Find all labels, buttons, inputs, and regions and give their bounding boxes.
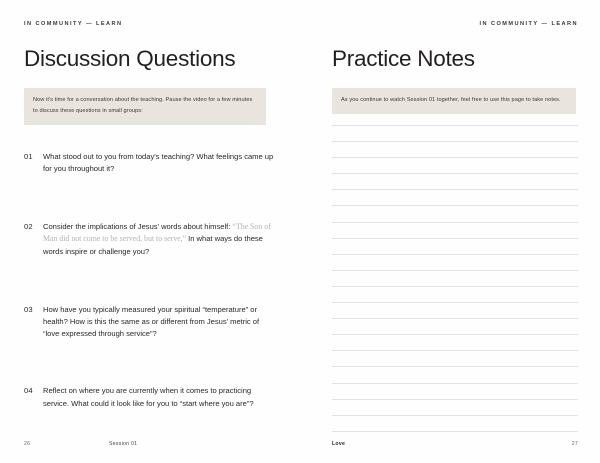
eyebrow-label-left: IN COMMUNITY — LEARN [24,21,123,27]
page-footer-right [300,439,600,449]
note-line[interactable] [332,350,578,351]
page-title-practice-notes: Practice Notes [332,45,475,71]
question-text-before: Reflect on where you are currently when it comes to practicing service. What could it look like for you to “start where you are”? [43,386,254,408]
note-line[interactable] [332,399,578,400]
callout-box-right [332,88,576,114]
note-line[interactable] [332,222,578,223]
question-text-before: What stood out to you from today's teaching? What feelings came up for you throughout it? [43,152,274,174]
note-line[interactable] [332,366,578,367]
note-ruled-lines[interactable] [332,125,578,447]
question-item [24,304,276,341]
question-text [43,221,276,259]
eyebrow-label-right: IN COMMUNITY — LEARN [479,21,578,27]
note-line[interactable] [332,141,578,142]
callout-text-right: As you continue to watch Session 01 together, feel free to use this page to take notes. [341,97,561,104]
question-number: 04 [24,386,33,396]
callout-text-left: Now it's time for a conversation about the teaching. Pause the video for a few minutes to discuss these questions in small groups: [33,97,253,115]
question-item [24,151,276,176]
note-line[interactable] [332,173,578,174]
question-list [24,151,276,410]
question-item [24,221,276,259]
question-item [24,385,276,410]
note-line[interactable] [332,286,578,287]
page-title-discussion-questions: Discussion Questions [24,45,236,71]
running-head-right: Love [332,441,346,447]
question-text [43,304,276,341]
question-text [43,385,276,410]
note-line[interactable] [332,415,578,416]
question-text-before: How have you typically measured your spiritual “temperature” or health? How is this the same as or different from Jesus' metric of “love expressed through service”? [43,304,260,339]
page-number-right: 27 [571,441,578,447]
note-line[interactable] [332,238,578,239]
note-line[interactable] [332,318,578,319]
question-number: 01 [24,152,33,162]
callout-box-left [24,88,266,125]
scripture-quote: “The Son of Man did not come to be served, but to serve,” [43,221,271,244]
question-text-after: In what ways do these words inspire or challenge you? [43,234,263,257]
question-number: 03 [24,304,33,314]
question-text-before: Consider the implications of Jesus' words about himself: [43,221,233,231]
note-line[interactable] [332,254,578,255]
note-line[interactable] [332,125,578,126]
page-practice-notes [300,0,600,463]
note-line[interactable] [332,431,578,432]
running-head-left: Session 01 [109,441,138,447]
question-number: 02 [24,221,33,231]
note-line[interactable] [332,270,578,271]
note-line[interactable] [332,334,578,335]
note-line[interactable] [332,302,578,303]
question-text [43,151,276,176]
page-number-left: 26 [24,441,31,447]
page-footer-left [0,439,300,449]
note-line[interactable] [332,205,578,206]
note-line[interactable] [332,383,578,384]
note-line[interactable] [332,189,578,190]
note-line[interactable] [332,157,578,158]
